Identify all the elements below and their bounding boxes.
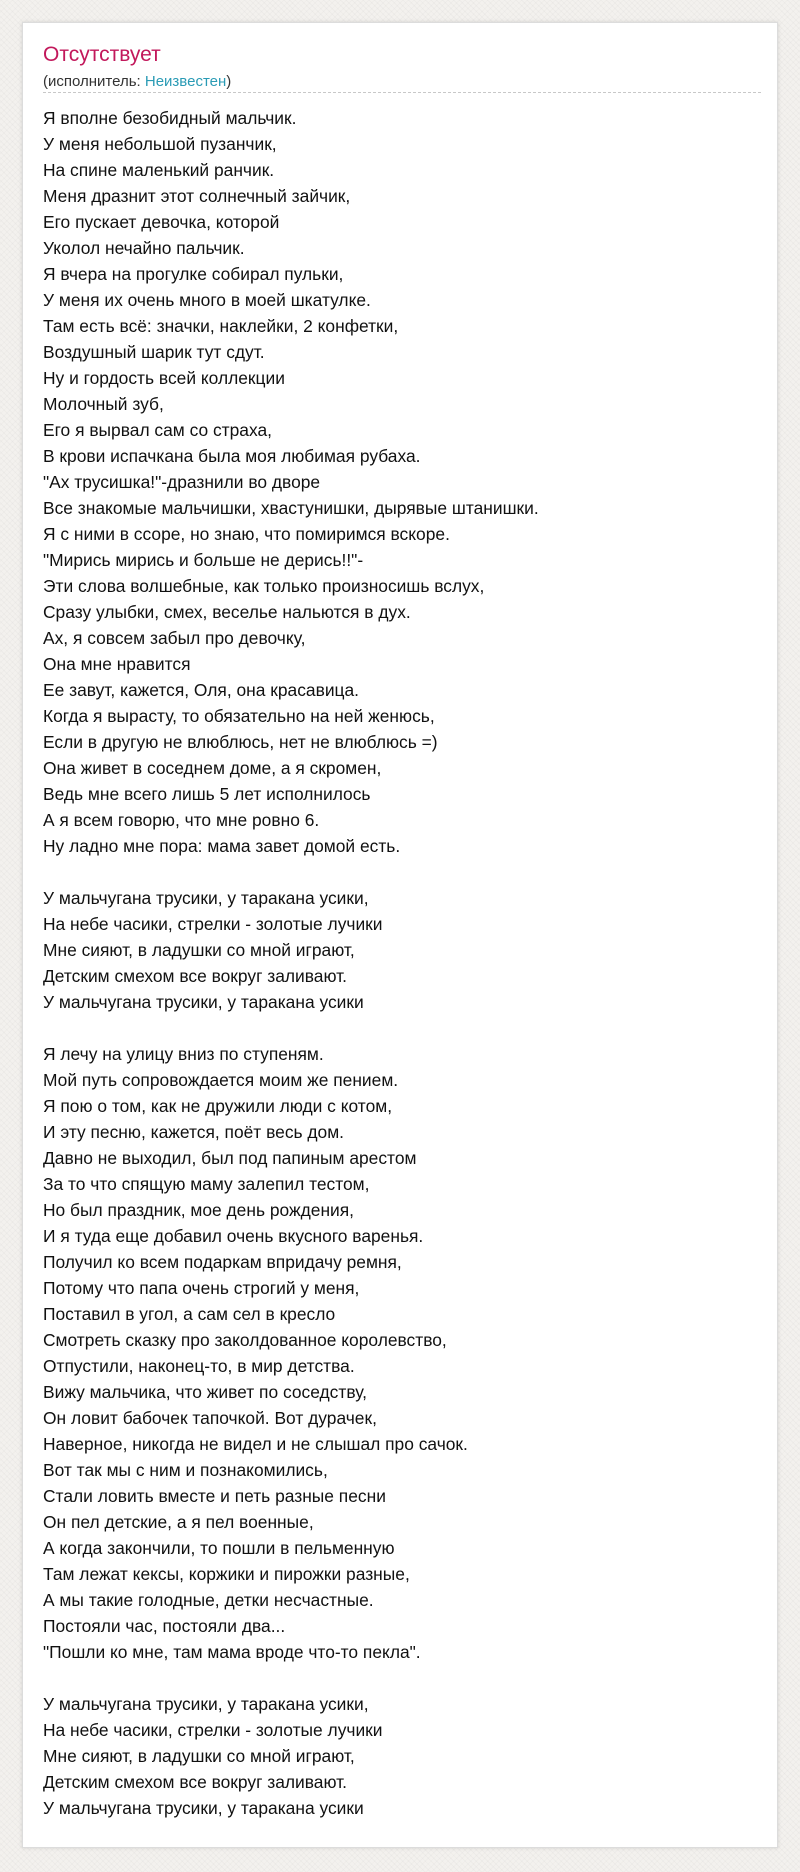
lyrics-line: Я лечу на улицу вниз по ступеням.	[43, 1044, 324, 1064]
lyrics-line: Смотреть сказку про заколдованное королевство,	[43, 1330, 447, 1350]
lyrics-line: Если в другую не влюблюсь, нет не влюблюсь =)	[43, 732, 438, 752]
lyrics-line: Уколол нечайно пальчик.	[43, 238, 245, 258]
lyrics-line: Отпустили, наконец-то, в мир детства.	[43, 1356, 355, 1376]
lyrics-line: Я с ними в ссоре, но знаю, что помиримся вскоре.	[43, 524, 450, 544]
lyrics-line: Меня дразнит этот солнечный зайчик,	[43, 186, 351, 206]
artist-suffix: )	[226, 73, 232, 90]
lyrics-line: Ну и гордость всей коллекции	[43, 368, 285, 388]
lyrics-line: У мальчугана трусики, у таракана усики	[43, 1798, 364, 1818]
lyrics-line: На небе часики, стрелки - золотые лучики	[43, 1720, 383, 1740]
lyrics-line: Стали ловить вместе и петь разные песни	[43, 1486, 386, 1506]
lyrics-line: Наверное, никогда не видел и не слышал про сачок.	[43, 1434, 468, 1454]
lyrics-line: Там лежат кексы, коржики и пирожки разные,	[43, 1564, 410, 1584]
song-title: Отсутствует	[43, 43, 161, 66]
lyrics-line: А когда закончили, то пошли в пельменную	[43, 1538, 395, 1558]
lyrics-line: Поставил в угол, а сам сел в кресло	[43, 1304, 336, 1324]
lyrics-line: У меня небольшой пузанчик,	[43, 134, 277, 154]
lyrics-line: "Ах трусишка!"-дразнили во дворе	[43, 472, 321, 492]
lyrics-stanza	[43, 105, 759, 859]
lyrics-line: У мальчугана трусики, у таракана усики	[43, 992, 364, 1012]
artist-line	[43, 73, 231, 90]
lyrics-line: Но был праздник, мое день рождения,	[43, 1200, 355, 1220]
lyrics-line: Ах, я совсем забыл про девочку,	[43, 628, 306, 648]
artist-link[interactable]: Неизвестен	[144, 73, 227, 90]
lyrics-line: Он ловит бабочек тапочкой. Вот дурачек,	[43, 1408, 377, 1428]
lyrics-line: И эту песню, кажется, поёт весь дом.	[43, 1122, 345, 1142]
lyrics-line: Когда я вырасту, то обязательно на ней женюсь,	[43, 706, 435, 726]
lyrics-stanza	[43, 1041, 759, 1665]
lyrics-line: А мы такие голодные, детки несчастные.	[43, 1590, 374, 1610]
lyrics-body	[43, 105, 759, 1847]
lyrics-line: "Мирись мирись и больше не дерись!!"-	[43, 550, 364, 570]
lyrics-line: Его я вырвал сам со страха,	[43, 420, 272, 440]
lyrics-line: Я пою о том, как не дружили люди с котом,	[43, 1096, 393, 1116]
lyrics-line: Сразу улыбки, смех, веселье нальются в дух.	[43, 602, 411, 622]
lyrics-line: Давно не выходил, был под папиным арестом	[43, 1148, 417, 1168]
lyrics-line: Его пускает девочка, которой	[43, 212, 280, 232]
lyrics-line: Ну ладно мне пора: мама завет домой есть.	[43, 836, 401, 856]
header-divider	[43, 92, 761, 93]
lyrics-line: Ее завут, кажется, Оля, она красавица.	[43, 680, 360, 700]
lyrics-line: Эти слова волшебные, как только произносишь вслух,	[43, 576, 485, 596]
lyrics-line: Молочный зуб,	[43, 394, 164, 414]
lyrics-line: У мальчугана трусики, у таракана усики,	[43, 1694, 369, 1714]
lyrics-line: "Пошли ко мне, там мама вроде что-то пекла".	[43, 1642, 421, 1662]
lyrics-line: Она мне нравится	[43, 654, 191, 674]
artist-prefix: (исполнитель:	[43, 73, 145, 90]
lyrics-line: За то что спящую маму залепил тестом,	[43, 1174, 370, 1194]
lyrics-line: Она живет в соседнем доме, а я скромен,	[43, 758, 382, 778]
lyrics-line: У мальчугана трусики, у таракана усики,	[43, 888, 369, 908]
lyrics-line: Детским смехом все вокруг заливают.	[43, 1772, 348, 1792]
song-card	[22, 22, 778, 1848]
lyrics-line: Я вполне безобидный мальчик.	[43, 108, 297, 128]
lyrics-line: А я всем говорю, что мне ровно 6.	[43, 810, 320, 830]
lyrics-line: Получил ко всем подаркам впридачу ремня,	[43, 1252, 402, 1272]
lyrics-line: Детским смехом все вокруг заливают.	[43, 966, 348, 986]
lyrics-line: Постояли час, постояли два...	[43, 1616, 286, 1636]
lyrics-line: На небе часики, стрелки - золотые лучики	[43, 914, 383, 934]
lyrics-stanza	[43, 885, 759, 1015]
lyrics-line: Вижу мальчика, что живет по соседству,	[43, 1382, 367, 1402]
lyrics-line: Мой путь сопровождается моим же пением.	[43, 1070, 399, 1090]
lyrics-line: Я вчера на прогулке собирал пульки,	[43, 264, 344, 284]
lyrics-line: Мне сияют, в ладушки со мной играют,	[43, 1746, 355, 1766]
lyrics-line: На спине маленький ранчик.	[43, 160, 275, 180]
lyrics-line: Там есть всё: значки, наклейки, 2 конфетки,	[43, 316, 399, 336]
lyrics-line: Он пел детские, а я пел военные,	[43, 1512, 314, 1532]
lyrics-line: У меня их очень много в моей шкатулке.	[43, 290, 371, 310]
lyrics-line: Вот так мы с ним и познакомились,	[43, 1460, 328, 1480]
lyrics-stanza	[43, 1691, 759, 1821]
lyrics-line: Ведь мне всего лишь 5 лет исполнилось	[43, 784, 371, 804]
lyrics-line: Воздушный шарик тут сдут.	[43, 342, 265, 362]
lyrics-line: И я туда еще добавил очень вкусного варенья.	[43, 1226, 424, 1246]
lyrics-line: В крови испачкана была моя любимая рубаха.	[43, 446, 421, 466]
lyrics-line: Мне сияют, в ладушки со мной играют,	[43, 940, 355, 960]
lyrics-line: Потому что папа очень строгий у меня,	[43, 1278, 360, 1298]
lyrics-line: Все знакомые мальчишки, хвастунишки, дырявые штанишки.	[43, 498, 539, 518]
